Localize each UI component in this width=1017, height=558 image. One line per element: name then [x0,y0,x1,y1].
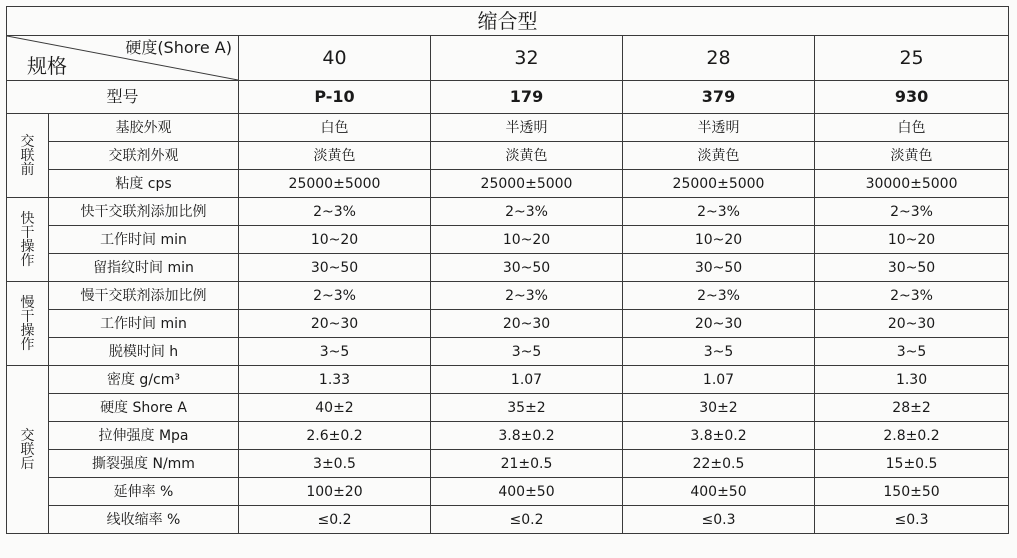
value-cell: 2.6±0.2 [239,422,431,450]
value-cell: 3~5 [623,338,815,366]
value-cell: 2~3% [431,282,623,310]
row-label: 拉伸强度 Mpa [49,422,239,450]
table-row [7,478,1009,506]
group-label-char: 前 [20,161,35,178]
value-cell: 25000±5000 [623,170,815,198]
group-label-char: 作 [20,252,35,269]
row-label: 工作时间 min [49,310,239,338]
value-cell: 2~3% [815,282,1009,310]
value-cell: 20~30 [815,310,1009,338]
value-cell: 30±2 [623,394,815,422]
value-cell: 淡黄色 [239,142,431,170]
value-cell: 白色 [239,114,431,142]
row-label: 脱模时间 h [49,338,239,366]
group-label-char: 快 [20,210,35,227]
group-label-char: 作 [20,336,35,353]
table-row [7,142,1009,170]
group-label-char: 交 [20,133,35,150]
group-label-char: 干 [20,308,35,325]
value-cell: 3±0.5 [239,450,431,478]
group-label-char: 交 [20,427,35,444]
model-label: 型号 [7,81,239,114]
model-value: 379 [623,81,815,114]
row-label: 延伸率 % [49,478,239,506]
value-cell: 20~30 [623,310,815,338]
value-cell: ≤0.3 [623,506,815,534]
row-label: 硬度 Shore A [49,394,239,422]
value-cell: 1.07 [623,366,815,394]
value-cell: 2~3% [431,198,623,226]
value-cell: 20~30 [239,310,431,338]
row-label: 工作时间 min [49,226,239,254]
group-label [7,198,49,282]
row-label: 基胶外观 [49,114,239,142]
hardness-column-header: 28 [623,36,815,81]
group-label-char: 干 [20,224,35,241]
value-cell: 30~50 [815,254,1009,282]
value-cell: 22±0.5 [623,450,815,478]
row-label: 粘度 cps [49,170,239,198]
group-label-char: 联 [20,147,35,164]
group-label-char: 联 [20,441,35,458]
value-cell: 2~3% [623,198,815,226]
value-cell: 白色 [815,114,1009,142]
value-cell: 2~3% [239,282,431,310]
model-row [7,81,1009,114]
title-row [7,7,1009,36]
value-cell: 400±50 [431,478,623,506]
value-cell: 30~50 [431,254,623,282]
value-cell: 3.8±0.2 [623,422,815,450]
value-cell: 1.07 [431,366,623,394]
table-row [7,366,1009,394]
value-cell: 2~3% [623,282,815,310]
value-cell: 15±0.5 [815,450,1009,478]
group-label-char: 操 [20,238,35,255]
row-label: 交联剂外观 [49,142,239,170]
group-label [7,114,49,198]
value-cell: 21±0.5 [431,450,623,478]
table-row [7,170,1009,198]
value-cell: 28±2 [815,394,1009,422]
spec-label: 规格 [27,54,67,78]
value-cell: ≤0.3 [815,506,1009,534]
table-row [7,310,1009,338]
value-cell: 3~5 [239,338,431,366]
diagonal-header-cell [7,36,239,81]
value-cell: 半透明 [431,114,623,142]
value-cell: 400±50 [623,478,815,506]
value-cell: ≤0.2 [431,506,623,534]
value-cell: 100±20 [239,478,431,506]
table-row [7,394,1009,422]
hardness-column-header: 25 [815,36,1009,81]
group-label-char: 慢 [20,294,35,311]
table-row [7,422,1009,450]
table-row [7,198,1009,226]
table-row [7,254,1009,282]
value-cell: 2~3% [815,198,1009,226]
header-row [7,36,1009,81]
value-cell: 10~20 [623,226,815,254]
group-label-char: 后 [20,455,35,472]
row-label: 撕裂强度 N/mm [49,450,239,478]
value-cell: 3~5 [815,338,1009,366]
row-label: 慢干交联剂添加比例 [49,282,239,310]
row-label: 密度 g/cm³ [49,366,239,394]
value-cell: ≤0.2 [239,506,431,534]
table-row [7,338,1009,366]
table-row [7,506,1009,534]
value-cell: 10~20 [815,226,1009,254]
value-cell: 半透明 [623,114,815,142]
value-cell: 30~50 [239,254,431,282]
table-row [7,226,1009,254]
row-label: 留指纹时间 min [49,254,239,282]
group-label [7,282,49,366]
value-cell: 2.8±0.2 [815,422,1009,450]
row-label: 快干交联剂添加比例 [49,198,239,226]
value-cell: 30000±5000 [815,170,1009,198]
table-title: 缩合型 [7,7,1009,36]
value-cell: 40±2 [239,394,431,422]
value-cell: 20~30 [431,310,623,338]
value-cell: 35±2 [431,394,623,422]
value-cell: 25000±5000 [239,170,431,198]
spec-table-body [7,7,1009,534]
value-cell: 淡黄色 [623,142,815,170]
table-row [7,114,1009,142]
value-cell: 淡黄色 [815,142,1009,170]
value-cell: 2~3% [239,198,431,226]
value-cell: 1.30 [815,366,1009,394]
value-cell: 淡黄色 [431,142,623,170]
model-value: 179 [431,81,623,114]
value-cell: 10~20 [431,226,623,254]
model-value: 930 [815,81,1009,114]
hardness-column-header: 40 [239,36,431,81]
value-cell: 25000±5000 [431,170,623,198]
model-value: P-10 [239,81,431,114]
value-cell: 150±50 [815,478,1009,506]
table-row [7,282,1009,310]
spec-table [6,6,1009,534]
value-cell: 1.33 [239,366,431,394]
table-row [7,450,1009,478]
hardness-label: 硬度(Shore A) [125,38,232,57]
value-cell: 3.8±0.2 [431,422,623,450]
group-label [7,366,49,534]
group-label-char: 操 [20,322,35,339]
value-cell: 3~5 [431,338,623,366]
row-label: 线收缩率 % [49,506,239,534]
value-cell: 30~50 [623,254,815,282]
hardness-column-header: 32 [431,36,623,81]
value-cell: 10~20 [239,226,431,254]
